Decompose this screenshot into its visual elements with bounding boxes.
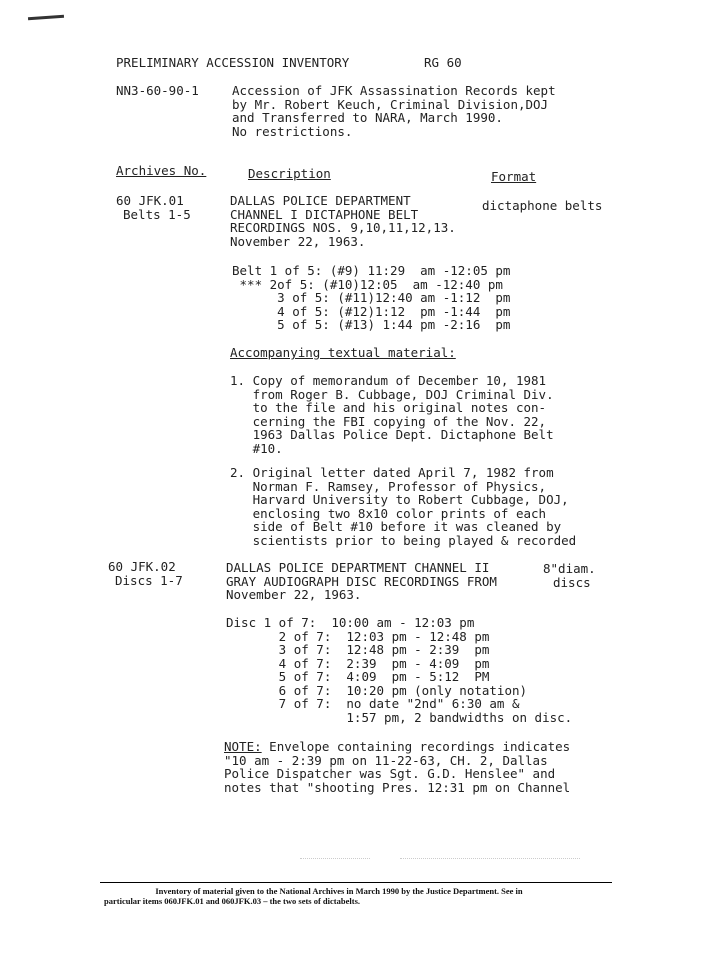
column-format: Format	[491, 169, 537, 184]
format-line: discs	[553, 574, 591, 590]
archive-number: 60 JFK.02	[108, 559, 176, 574]
note-line: "10 am - 2:39 pm on 11-22-63, CH. 2, Dallas	[224, 752, 548, 768]
note-label: NOTE:	[224, 739, 262, 754]
item-line: to the file and his original notes con-	[230, 400, 547, 415]
description-line: CHANNEL I DICTAPHONE BELT	[230, 206, 419, 222]
format-line: 8"diam.	[543, 561, 596, 576]
item-line: Harvard University to Robert Cubbage, DOJ,	[230, 492, 569, 507]
disc-row: 5 of 7: 4:09 pm - 5:12 PM	[226, 669, 490, 684]
column-archives-no: Archives No.	[116, 163, 207, 178]
column-description: Description	[248, 166, 331, 181]
item-line: scientists prior to being played & recorded	[230, 532, 577, 548]
belt-list	[232, 264, 510, 332]
entry1-format: dictaphone belts	[482, 198, 603, 213]
belt-row: 5 of 5: (#13) 1:44 pm -2:16 pm	[232, 317, 511, 332]
archive-number: 60 JFK.01	[116, 193, 184, 208]
item-line: side of Belt #10 before it was cleaned by	[230, 519, 562, 534]
disc-row: 1:57 pm, 2 bandwidths on disc.	[226, 709, 573, 725]
belt-row: *** 2of 5: (#10)12:05 am -12:40 pm	[232, 276, 503, 292]
note-line: notes that "shooting Pres. 12:31 pm on Channel	[224, 779, 571, 795]
accession-line: Accession of JFK Assassination Records kept	[232, 83, 556, 98]
margin-archive-stamp	[2, 440, 24, 820]
record-group: RG 60	[424, 55, 462, 70]
disc-row: 4 of 7: 2:39 pm - 4:09 pm	[226, 655, 490, 671]
disc-row: 2 of 7: 12:03 pm - 12:48 pm	[226, 628, 490, 644]
disc-row: Disc 1 of 7: 10:00 am - 12:03 pm	[226, 615, 475, 630]
item-line: cerning the FBI copying of the Nov. 22,	[230, 413, 547, 429]
note-line: Envelope containing recordings indicates	[261, 739, 571, 754]
footer-line: particular items 060JFK.01 and 060JFK.03 – the two sets of dictabelts.	[104, 896, 361, 906]
description-line: November 22, 1963.	[230, 233, 366, 249]
textual-item-1	[230, 374, 554, 455]
note-line: Police Dispatcher was Sgt. G.D. Henslee" and	[224, 766, 556, 781]
accession-number: NN3-60-90-1	[116, 83, 199, 98]
archive-sub: Discs 1-7	[115, 572, 183, 588]
faint-dotted-line	[300, 858, 370, 860]
description-line: RECORDINGS NOS. 9,10,11,12,13.	[230, 220, 456, 235]
item-line: enclosing two 8x10 color prints of each	[230, 505, 547, 521]
item-line: 2. Original letter dated April 7, 1982 from	[230, 465, 554, 480]
entry1-description	[230, 194, 456, 248]
footer-line: Inventory of material given to the National Archives in March 1990 by the Justice Department. See in	[155, 886, 523, 896]
item-line: from Roger B. Cubbage, DOJ Criminal Div.	[230, 386, 554, 402]
corner-pen-mark	[28, 15, 64, 21]
entry2-description	[226, 561, 497, 602]
disc-row: 3 of 7: 12:48 pm - 2:39 pm	[226, 642, 490, 657]
accession-description	[232, 84, 556, 138]
footer-caption	[104, 886, 574, 906]
entry2-format	[543, 562, 596, 589]
description-line: DALLAS POLICE DEPARTMENT CHANNEL II	[226, 560, 490, 575]
footer-rule	[100, 882, 612, 883]
note-block	[224, 740, 570, 794]
accession-line: No restrictions.	[232, 123, 353, 139]
accompanying-heading: Accompanying textual material:	[230, 345, 456, 360]
item-line: 1. Copy of memorandum of December 10, 1981	[230, 373, 547, 388]
belt-row: 4 of 5: (#12)1:12 pm -1:44 pm	[232, 303, 511, 319]
disc-row: 7 of 7: no date "2nd" 6:30 am &	[226, 696, 520, 711]
accession-line: by Mr. Robert Keuch, Criminal Division,DOJ	[232, 96, 549, 112]
accession-line: and Transferred to NARA, March 1990.	[232, 110, 503, 125]
faint-dotted-line	[400, 858, 580, 860]
item-line: #10.	[230, 440, 283, 456]
item-line: Norman F. Ramsey, Professor of Physics,	[230, 478, 547, 494]
belt-row: 3 of 5: (#11)12:40 am -1:12 pm	[232, 290, 511, 305]
disc-row: 6 of 7: 10:20 pm (only notation)	[226, 682, 528, 698]
description-line: November 22, 1963.	[226, 587, 362, 602]
description-line: DALLAS POLICE DEPARTMENT	[230, 193, 411, 208]
disc-list	[226, 616, 572, 724]
page-title: PRELIMINARY ACCESSION INVENTORY	[116, 55, 350, 70]
archive-sub: Belts 1-5	[123, 206, 191, 222]
entry1-archive-id	[116, 194, 191, 221]
belt-row: Belt 1 of 5: (#9) 11:29 am -12:05 pm	[232, 263, 511, 278]
entry2-archive-id	[108, 560, 183, 587]
item-line: 1963 Dallas Police Dept. Dictaphone Belt	[230, 427, 554, 442]
description-line: GRAY AUDIOGRAPH DISC RECORDINGS FROM	[226, 573, 497, 589]
textual-item-2	[230, 466, 576, 547]
